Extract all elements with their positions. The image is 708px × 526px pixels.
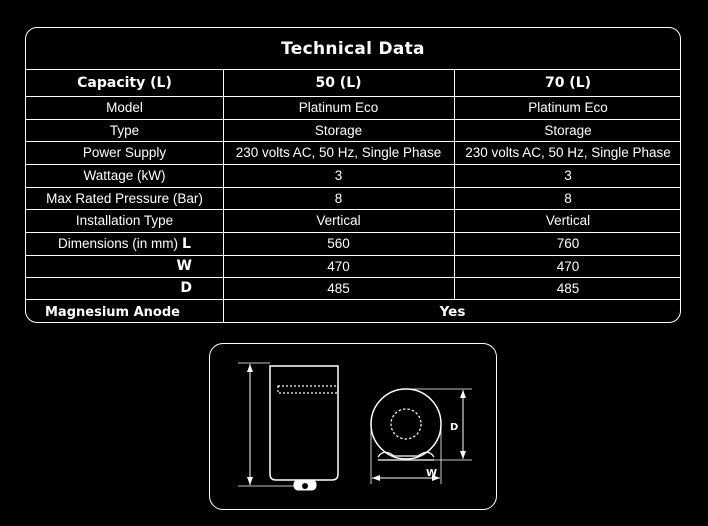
- header-70l: 70 (L): [544, 74, 592, 91]
- header-capacity: Capacity (L): [77, 74, 172, 91]
- dim-key-d: D: [180, 280, 192, 296]
- dimensions-label: Dimensions (in mm): [58, 236, 179, 251]
- tank-front-view: [371, 389, 472, 484]
- header-50l: 50 (L): [315, 74, 362, 91]
- table-title: Technical Data: [281, 38, 425, 59]
- dim-key-w: W: [176, 258, 192, 274]
- diagram-d-label: D: [450, 422, 459, 433]
- dim-key-l: L: [182, 235, 191, 252]
- water-heater-diagram: [210, 344, 496, 509]
- technical-data-table: Technical Data Capacity (L) 50 (L) 70 (L) Model Platinum Eco Platinum Eco Type Storage Storage Power Supply 230 volts AC, 50 Hz, Single Phase 230 volts AC, 50 Hz, Single Phase Wattage (kW) 3 3 Max Rated Pressure (Bar) 8 8 Installation Type Vertical Vertical Dimensions (in mm) L 560 760 W 470 470 D 485 485 Magnesium Anode Yes: [25, 27, 681, 323]
- diagram-w-label: W: [426, 468, 438, 479]
- dimension-diagram: [209, 343, 497, 510]
- tank-side-view: [238, 363, 338, 490]
